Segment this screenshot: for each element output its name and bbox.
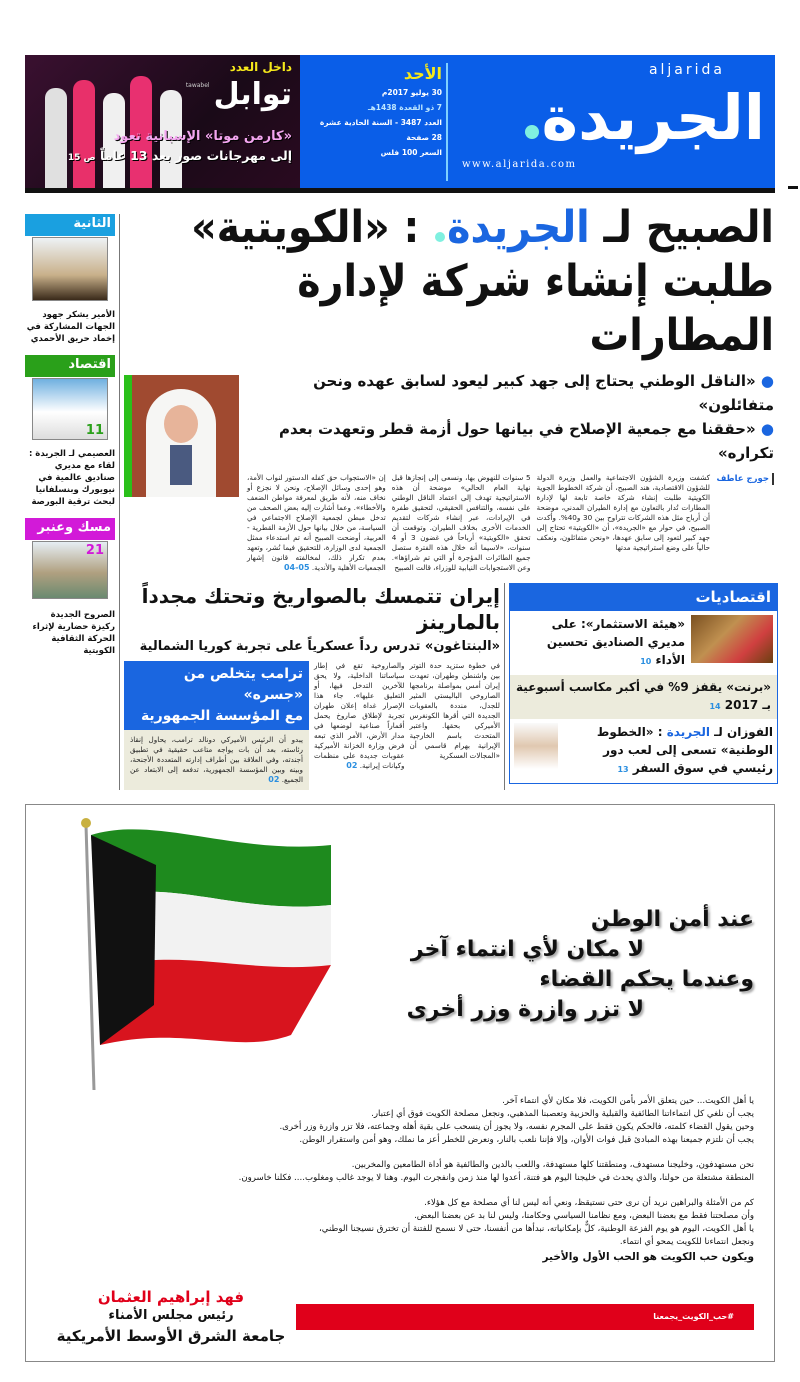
official-photo: [32, 378, 108, 440]
iran-story: [124, 583, 500, 790]
sidebar-caption[interactable]: العصيمي لـ الجريدة : لقاء مع مديري صناديق عالمية في نيويورك وبنسلفانيا لبحث ترقية البورصة: [28, 449, 115, 507]
content-area: [124, 201, 774, 790]
iran-headline[interactable]: إيران تتمسك بالصواريخ وتحتك مجدداً بالمارينز: [141, 584, 500, 634]
sidebar-caption[interactable]: الصروح الجديدة ركيزة حضارية لإثراء الحركة الثقافية الكويتية: [32, 610, 115, 656]
supplement-headline-2: إلى مهرجانات صور بعد 13 عاماً ص 15: [67, 148, 292, 163]
newspaper-logo: الجريدة: [462, 79, 765, 157]
economy-item-3[interactable]: الفوزان لـ الجريدة : «الخطوط الوطنية» تسعى إلى لعب دور رئيسي في سوق السفر 13: [510, 719, 777, 783]
inside-label: داخل العدد: [229, 60, 292, 74]
trump-story: [124, 661, 309, 790]
supplement-headline-1: «كارمن موتا» الإسبانية تعود: [113, 129, 292, 144]
column-divider: [119, 214, 120, 790]
emir-photo: [32, 237, 108, 301]
header-rule: [25, 188, 775, 193]
logo-latin: aljarida: [648, 62, 725, 78]
trump-summary: يبدو أن الرئيس الأميركي دونالد ترامب، يحاول إنقاذ رئاسته، بعد أن بات يواجه متاعب حقيقية في تطبيق أجندته، وفي العلاقة بين أطراف إدارته المتعددة الأجنحة، وبينه وبين المؤسسة الجمهورية، تدفعه إلى الابتعاد عن الجميع. 02: [124, 730, 309, 790]
supplement-logo-latin: tawabel: [185, 82, 210, 89]
page-marker: [788, 186, 798, 189]
sidebar: [25, 214, 115, 790]
promo-text: [25, 55, 300, 172]
logo-dot-icon: [525, 125, 539, 139]
main-area: [25, 201, 775, 790]
ad-body: يا أهل الكويت... حين يتعلق الأمر بأمن الكويت، فلا مكان لأي انتماء آخر. يجب أن نلغي كل انتماءاتنا الطائفية والقبلية والحزبية وتعصبنا المذهبي، ونجعل مصلحة الكويت فوق أي إعتبار. وحين يقول القضاء كلمته، فالحكم يكون فقط على المجرم نفسه، ولا يجوز أن ينسحب على بقية أهله وجماعته، فلا تزر وازرة وزر أخرى. يجب أن نلتزم جميعنا بهذه المبادئ قبل فوات الأوان، وإلا فإننا نلعب بالنار، ونعرض للخطر أعز ما نملك، وهو أمن واستقرار الوطن. نحن مستهدفون، وخليجنا مستهدف، ومنطقتنا كلها مستهدفة، واللعب بالدين والطائفية هو أداة الطامعين والمخربين. المنطقة مشتعلة من حولنا، والذي يحدث في خليجنا اليوم هو فتنة، أعدوا لها منذ زمن وانفجرت اليوم. وهنا لا يوجد غالب ومغلوب.... فكلنا خاسرون. كم من الأمثلة والبراهين نريد أن نرى حتى نستيقظ، ونعي أنه ليس لنا أي مصلحة مع كل هؤلاء. وأن مصلحتنا فقط مع بعضنا البعض، ومع نظامنا السياسي وحكامنا، وليس لنا بد عن بعضنا البعض. يا أهل الكويت، اليوم هو يوم الفزعة الوطنية، كلٌّ بإمكانياته، نبدأها من أنفسنا، حتى لا نسمح للفتنة أن تخترق نسيجنا الوطني، ونجعل انتماءنا للكويت يمحو أي انتماء. ويكون حب الكويت هو الحب الأول والأخير: [54, 1095, 754, 1265]
sidebar-section-economy[interactable]: اقتصاد: [25, 355, 115, 377]
logo-block: [448, 55, 775, 188]
lead-column-1: كشفت وزيرة الشؤون الاجتماعية والعمل وزيرة الدولة للشؤون الاقتصادية، هند الصبيح، أن شركة الخطوط الجوية الكويتية طلبت إنشاء شركة خاصة تابعة لها لإدارة المطارات تُدار بالتعاون مع إدارة الطيران المدني، موضحة أن أرباح مثل هذه الشركات تتراوح بين 30 و40%. وأكدت الصبيح، في حوار مع «الجريدة»، أن «الكويتية» تحتاج إلى جهد كبير لتعود إلى سابق عهدها، «ونحن متفائلون، ونعكف حالياً على وضع استراتيجية مدتها: [536, 473, 710, 552]
lead-text: [247, 369, 774, 573]
economy-header[interactable]: اقتصاديات: [510, 584, 777, 611]
ad-signature: فهد إبراهيم العثمان رئيس مجلس الأمناء جامعة الشرق الأوسط الأمريكية: [56, 1288, 286, 1345]
kuwait-flag-icon: [36, 805, 336, 1095]
official-photo: [514, 723, 558, 769]
advertisement: [25, 804, 775, 1362]
bullet-icon: ●: [755, 372, 774, 390]
supplement-logo: توابل: [213, 77, 292, 112]
ad-slogan: عند أمن الوطن لا مكان لأي انتماء آخر وعندما يحكم القضاء لا تزر وازرة وزر أخرى: [406, 907, 754, 1022]
page-link[interactable]: 13: [617, 765, 629, 774]
logo-dot-icon: [435, 232, 445, 242]
sidebar-section-second[interactable]: الثانية: [25, 214, 115, 236]
bullet-icon: ●: [755, 420, 774, 438]
price: السعر 100 فلس: [380, 148, 442, 157]
ad-top: [36, 805, 754, 1095]
ad-closing: ويكون حب الكويت هو الحب الأول والأخير: [542, 1251, 754, 1263]
page-link[interactable]: 05-04: [283, 563, 310, 572]
lead-headline[interactable]: الصبيح لـ الجريدة : «الكويتية» طلبت إنشاء شركة لإدارة المطارات: [191, 202, 774, 361]
minister-photo: [124, 375, 239, 497]
iran-columns: [124, 661, 500, 790]
iran-column-2: والصاروخية تقع في إطار سياساتنا الداخلية، ولا يحق للآخرين التدخل فيها، أو التعليق عليها». جاء هذا الإصرار غداة إعلان طهران تجربة لإطلاق صاروخ يحمل أقماراً صناعية لوضعها في مدار الأرض، الأمر الذي تبعه فرض وزارة الخزانة الأميركية عقوبات جديدة على منظمات وكيانات إيرانية. 02: [314, 661, 405, 770]
economy-box: [509, 583, 778, 784]
page-count: 28 صفحة: [406, 133, 442, 142]
trump-headline[interactable]: ترامب يتخلص من «جسره» مع المؤسسة الجمهورية: [124, 661, 309, 730]
header: [25, 55, 775, 188]
hashtag-banner[interactable]: #حب_الكويت_يجمعنا: [296, 1304, 754, 1330]
page-link[interactable]: 14: [709, 702, 721, 711]
bullet-item[interactable]: ● «الناقل الوطني يحتاج إلى جهد كبير ليعود لسابق عهده ونحن متفائلون»: [313, 372, 774, 414]
bullet-item[interactable]: ● «حققنا مع جمعية الإصلاح في بيانها حول أزمة قطر وتعهدت بعدم تكراره»: [278, 420, 774, 462]
date-block: [318, 63, 448, 181]
page-link[interactable]: 10: [640, 657, 652, 666]
iran-column-1: في خطوة ستزيد حدة التوتر بين واشنطن وطهران، تعهدت إيران أمس بمواصلة برنامجها الصاروخي الباليستي المثير للجدل، منددة بالعقوبات الجديدة التي أقرها الكونغرس الأميركي بحقها. واعتبر المتحدث باسم الخارجية الإيرانية بهرام قاسمي أن «المجالات العسكرية: [409, 661, 500, 760]
economy-item-1[interactable]: «هيئة الاستثمار»: على مديري الصناديق تحسين الأداء 10: [510, 611, 777, 675]
building-photo: [32, 541, 108, 599]
lead-column-3: إن «الاستجواب حق كفله الدستور لنواب الأمة، وهو إحدى وسائل الإصلاح، ونحن لا نجزع أو نخاف منه، لأنه طريق لمعرفة مواطن الضعف والأخطاء». وعما أشارت إليه بعض الصحف من تدخل مبطن لجمعية الإصلاح الاجتماعي في السياسة، من خلال بيانها حول الأزمة القطرية - العربية، أوضحت الصبيح أنه تم استدعاء ممثل الجمعية لدى الوزارة، للتحقيق فيما نُشر، وتعهد بعدم تكرار ذلك، لمخالفته قانون إشهار الجمعيات الأهلية والأندية. 05-04: [247, 473, 386, 572]
day-name: الأحد: [403, 64, 442, 83]
lead-story: [124, 369, 774, 573]
lead-bullets: [247, 369, 774, 465]
page-link[interactable]: 02: [346, 761, 358, 770]
hijri-date: 7 ذو القعدة 1438هـ: [368, 103, 442, 112]
iran-subhead: «البنتاغون» تدرس رداً عسكرياً على تجربة كوريا الشمالية: [139, 639, 500, 654]
page-number: 21: [85, 543, 104, 558]
issue-number: العدد 3487 - السنة الحادية عشرة: [319, 118, 442, 127]
website-url[interactable]: www.aljarida.com: [462, 159, 577, 170]
economy-item-2[interactable]: «برنت» يقفز 9% في أكبر مكاسب أسبوعية بـ 2017 14: [510, 675, 777, 719]
gregorian-date: 30 يوليو 2017م: [381, 88, 442, 97]
supplement-promo[interactable]: [25, 55, 300, 188]
sidebar-caption[interactable]: الأمير يشكر جهود الجهات المشاركة في إخماد حريق الأحمدي: [26, 310, 115, 344]
byline: جورج عاطف: [716, 473, 774, 485]
ad-footer: [36, 1287, 754, 1347]
masthead: [300, 55, 775, 188]
lead-column-2: 5 سنوات للنهوض بها، ونسعى إلى إنجازها قبل نهاية العام الحالي» موضحة أن هذه الاستراتيجية تهدف إلى اعتماد الناقل الوطني على نفسه، والتنافس الحقيقي، لتحقيق طفرة في الإيرادات، عبر إنشاء شركات لتقديم الخدمات الأخرى بخلاف الطيران. وتوقعت أن تحقق «الكويتية» أرباحاً في غضون 3 أو 4 سنوات، «لاسيما أنه خلال هذه الفترة ستصل جميع الطائرات المؤجرة أو التي تم شراؤها». وعن الاستجوابات النيابية للوزراء، قالت الصبيح: [391, 473, 531, 572]
lead-columns: [247, 473, 774, 573]
page-number: 11: [85, 423, 104, 438]
parliament-photo: [691, 615, 773, 663]
page-link[interactable]: 02: [268, 775, 280, 784]
column-divider: [504, 583, 505, 790]
sidebar-section-culture[interactable]: مسك وعنبر: [25, 518, 115, 540]
lower-section: [124, 583, 774, 790]
